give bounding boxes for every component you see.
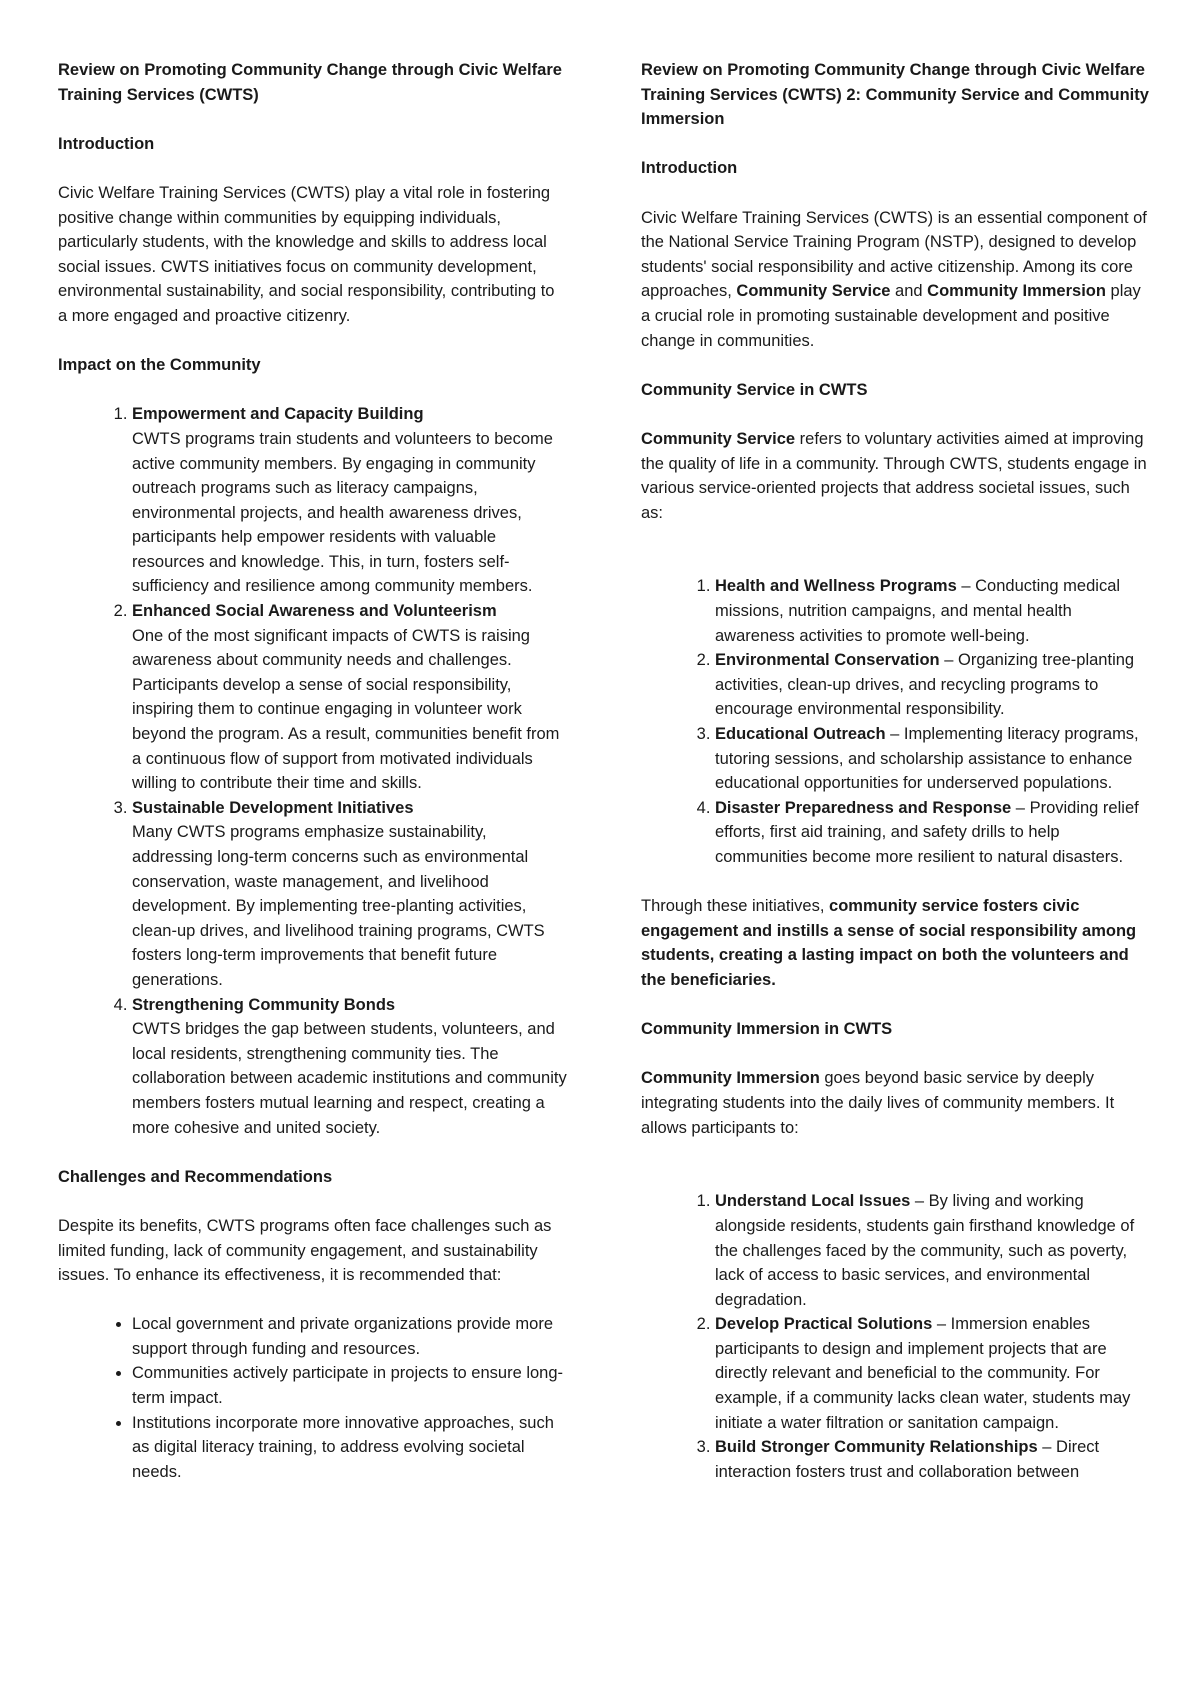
service-summary [641, 894, 1151, 992]
impact-heading: Impact on the Community [58, 356, 261, 375]
service-item-title: Health and Wellness Programs [715, 577, 957, 596]
list-item [715, 1189, 1151, 1312]
left-intro-text: Civic Welfare Training Services (CWTS) play a vital role in fostering positive change within communities by equipping individuals, particularly students, with the knowledge and skills to address local social issues. CWTS initiatives focus on community development, environmental sustainability, and social responsibility, contributing to a more engaged and proactive citizenry. [58, 183, 555, 325]
service-item-body: – Conducting medical missions, nutrition campaigns, and mental health awareness activities to promote well-being. [715, 577, 1121, 645]
list-item [132, 796, 568, 993]
service-item-body: – Organizing tree-planting activities, clean-up drives, and recycling programs to encourage environmental responsibility. [715, 651, 1135, 719]
list-item [715, 796, 1151, 870]
service-item-title: Disaster Preparedness and Response [715, 798, 1012, 817]
immersion-item-title: Understand Local Issues [715, 1192, 911, 1211]
list-item [132, 402, 568, 599]
impact-item-title: 2. Enhanced Social Awareness and Volunteerism [132, 602, 497, 621]
summary-lead: Through these initiatives, [641, 897, 830, 916]
immersion-item-title: Build Stronger Community Relationships [715, 1438, 1038, 1457]
immersion-item-title: Develop Practical Solutions [715, 1315, 933, 1334]
immersion-item-body: – Immersion enables participants to design and implement projects that are directly relevant and beneficial to the community. For example, if a community lacks clean water, students may initiate a water filtration or sanitation campaign. [715, 1315, 1131, 1432]
list-item [715, 574, 1151, 648]
intro-part: play a crucial role in promoting sustainable development and positive change in communities. [641, 282, 1141, 350]
service-item-body: – Providing relief efforts, first aid training, and safety drills to help communities become more resilient to natural disasters. [715, 798, 1139, 866]
impact-item-body: CWTS programs train students and volunteers to become active community members. By engaging in community outreach programs such as literacy campaigns, environmental projects, and health awareness drives, participants help empower residents with valuable resources and knowledge. This, in turn, fosters self-sufficiency and resilience among community members. [132, 429, 553, 596]
challenges-text: Despite its benefits, CWTS programs often face challenges such as limited funding, lack of community engagement, and sustainability issues. To enhance its effectiveness, it is recommended that: [58, 1216, 552, 1285]
service-item-body: – Implementing literacy programs, tutoring sessions, and scholarship assistance to enhance educational opportunities for underserved populations. [715, 725, 1139, 793]
recommendation-item: • Communities actively participate in projects to ensure long-term impact. [132, 1361, 568, 1410]
service-bold-term: Community Service [641, 429, 796, 448]
intro-part: and [890, 282, 928, 301]
recommendation-item: • Institutions incorporate more innovative approaches, such as digital literacy training, to address evolving societal needs. [132, 1411, 568, 1485]
left-intro-heading: Introduction [58, 134, 155, 153]
immersion-text [641, 1066, 1151, 1140]
list-item [715, 722, 1151, 796]
immersion-desc: goes beyond basic service by deeply integrating students into the daily lives of community members. It allows participants to: [641, 1069, 1115, 1137]
service-text [641, 427, 1151, 525]
right-doc-title: Review on Promoting Community Change through Civic Welfare Training Services (CWTS) 2: Community Service and Community Immersion [641, 61, 1149, 129]
right-column [641, 58, 1151, 1509]
spacer [641, 550, 1151, 575]
left-doc-title: Review on Promoting Community Change through Civic Welfare Training Services (CWTS) [58, 61, 562, 104]
immersion-bold-term: Community Immersion [641, 1069, 820, 1088]
impact-item-title: 4. Strengthening Community Bonds [132, 995, 396, 1014]
service-list [641, 574, 1151, 869]
service-desc: refers to voluntary activities aimed at improving the quality of life in a community. Through CWTS, students engage in various service-oriented projects that address societal issues, such as: [641, 429, 1147, 522]
impact-item-body: One of the most significant impacts of CWTS is raising awareness about community needs and challenges. Participants develop a sense of social responsibility, inspiring them to continue engaging in volunteer work beyond the program. As a result, communities benefit from a continuous flow of support from motivated individuals willing to contribute their time and skills. [132, 626, 560, 793]
summary-bold: community service fosters civic engagement and instills a sense of social responsibility among students, creating a lasting impact on both the volunteers and the beneficiaries. [641, 897, 1137, 989]
service-heading: Community Service in CWTS [641, 380, 868, 399]
intro-part: Civic Welfare Training Services (CWTS) is an essential component of the National Service Training Program (NSTP), designed to develop students' social responsibility and active citizenship. Among its core approaches, [641, 208, 1147, 301]
list-item [132, 599, 568, 796]
impact-item-body: Many CWTS programs emphasize sustainability, addressing long-term concerns such as environmental conservation, waste management, and livelihood development. By implementing tree-planting activities, clean-up drives, and livelihood training programs, CWTS fosters long-term improvements that benefit future generations. [132, 823, 545, 989]
immersion-heading: Community Immersion in CWTS [641, 1020, 893, 1039]
service-item-title: Environmental Conservation [715, 651, 940, 670]
immersion-item-body: – Direct interaction fosters trust and collaboration between [715, 1438, 1100, 1481]
impact-item-title: 3. Sustainable Development Initiatives [132, 798, 414, 817]
list-item [715, 1312, 1151, 1435]
intro-bold-term: Community Service [736, 282, 891, 301]
recommendation-item: • Local government and private organizations provide more support through funding and resources. [132, 1312, 568, 1361]
impact-item-title: 1. Empowerment and Capacity Building [132, 405, 424, 424]
impact-list [58, 402, 568, 1140]
recommendations-list [58, 1312, 568, 1484]
intro-bold-term: Community Immersion [927, 282, 1106, 301]
right-intro-text [641, 206, 1151, 354]
list-item [132, 993, 568, 1141]
list-item [715, 648, 1151, 722]
service-item-title: Educational Outreach [715, 725, 886, 744]
immersion-list [641, 1189, 1151, 1484]
immersion-item-body: – By living and working alongside residents, students gain firsthand knowledge of the challenges faced by the community, such as poverty, lack of access to basic services, and environmental degradation. [715, 1192, 1135, 1309]
spacer [641, 1165, 1151, 1190]
left-column [58, 58, 568, 1509]
impact-item-body: CWTS bridges the gap between students, volunteers, and local residents, strengthening community ties. The collaboration between academic institutions and community members fosters mutual learning and respect, creating a more cohesive and united society. [132, 1020, 567, 1137]
right-intro-heading: Introduction [641, 159, 738, 178]
challenges-heading: Challenges and Recommendations [58, 1167, 333, 1186]
list-item [715, 1435, 1151, 1484]
